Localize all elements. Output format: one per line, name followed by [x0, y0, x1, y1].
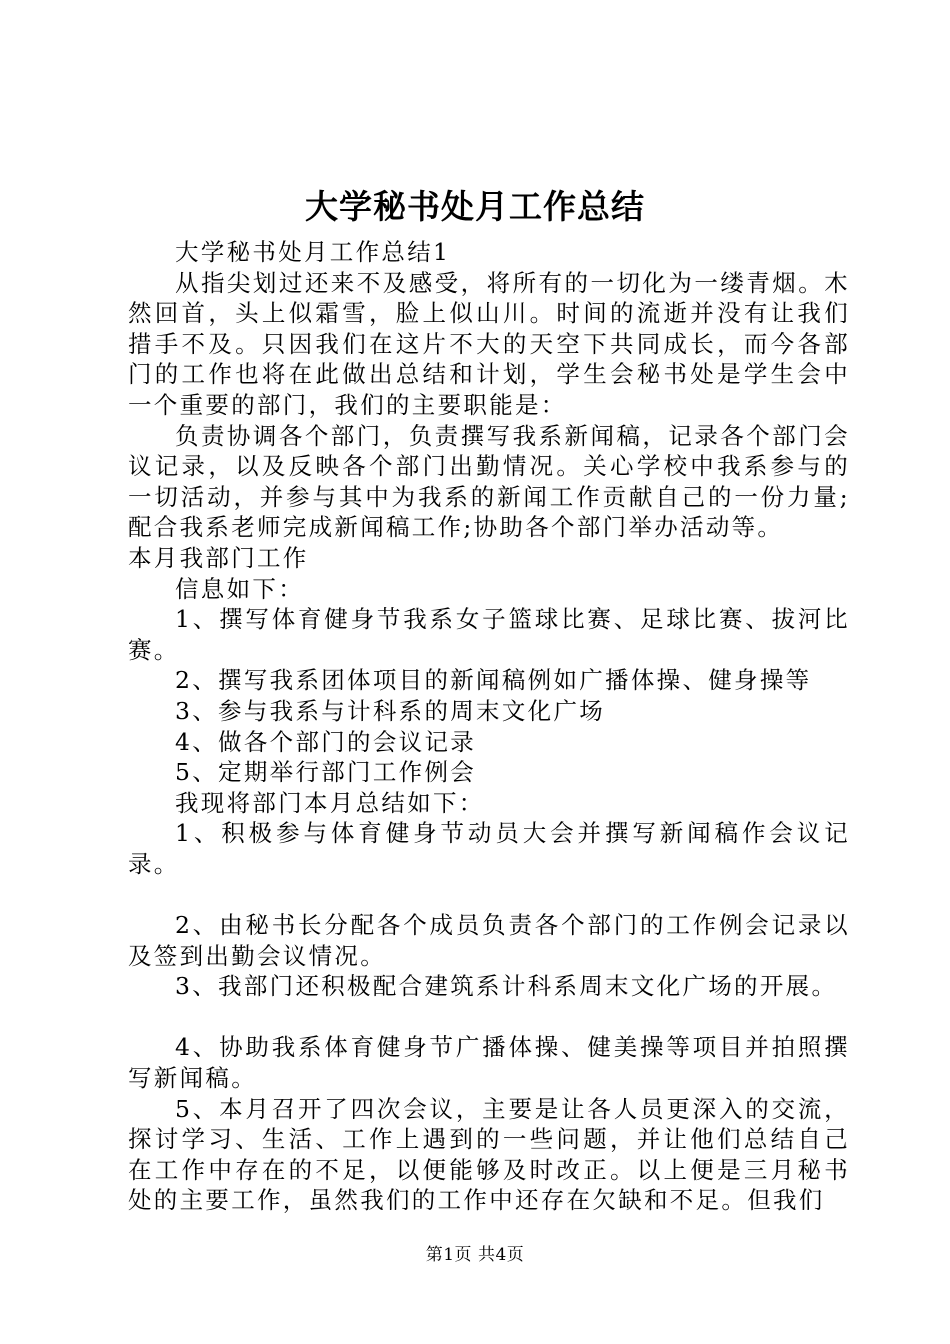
list-item-summary-3: 3、我部门还积极配合建筑系计科系周末文化广场的开展。: [175, 972, 838, 1001]
paragraph-work-heading: 本月我部门工作: [128, 543, 309, 572]
blank-line: [128, 1002, 850, 1033]
paragraph-info-heading: 信息如下：: [175, 574, 304, 603]
list-item-work-5: 5、定期举行部门工作例会: [175, 758, 477, 787]
list-item-summary-1: 1、积极参与体育健身节动员大会并撰写新闻稿作会议记录。: [128, 819, 850, 878]
list-item-summary-5: 5、本月召开了四次会议，主要是让各人员更深入的交流，探讨学习、生活、工作上遇到的一些问题，并让他们总结自己在工作中存在的不足，以便能够及时改正。以上便是三月秘书处的主要工作，虽然我们的工作中还存在欠缺和不足。但我们: [128, 1094, 850, 1215]
list-item-summary-2: 2、由秘书长分配各个成员负责各个部门的工作例会记录以及签到出勤会议情况。: [128, 911, 850, 970]
paragraph-subtitle: 大学秘书处月工作总结1: [175, 238, 451, 266]
paragraph-summary-heading: 我现将部门本月总结如下：: [175, 788, 485, 817]
document-title: 大学秘书处月工作总结: [305, 187, 645, 226]
list-item-work-2: 2、撰写我系团体项目的新闻稿例如广播体操、健身操等: [175, 666, 812, 695]
list-item-work-3: 3、参与我系与计科系的周末文化广场: [175, 696, 606, 725]
list-item-summary-4: 4、协助我系体育健身节广播体操、健美操等项目并拍照撰写新闻稿。: [128, 1033, 850, 1093]
page-footer: 第1页 共4页: [425, 1245, 525, 1265]
document-body: [128, 237, 850, 1216]
blank-line: [128, 879, 850, 910]
paragraph-intro: 从指尖划过还来不及感受，将所有的一切化为一缕青烟。木然回首，头上似霜雪，脸上似山川。时间的流逝并没有让我们措手不及。只因我们在这片不大的天空下共同成长，而今各部门的工作也将在此做出总结和计划，学生会秘书处是学生会中一个重要的部门，我们的主要职能是：: [128, 268, 850, 419]
paragraph-duties: 负责协调各个部门，负责撰写我系新闻稿，记录各个部门会议记录，以及反映各个部门出勤情况。关心学校中我系参与的一切活动，并参与其中为我系的新闻工作贡献自己的一份力量;配合我系老师完成新闻稿工作;协助各个部门举办活动等。: [128, 421, 850, 542]
list-item-work-1: 1、撰写体育健身节我系女子篮球比赛、足球比赛、拔河比赛。: [128, 605, 850, 664]
list-item-work-4: 4、做各个部门的会议记录: [175, 727, 477, 756]
